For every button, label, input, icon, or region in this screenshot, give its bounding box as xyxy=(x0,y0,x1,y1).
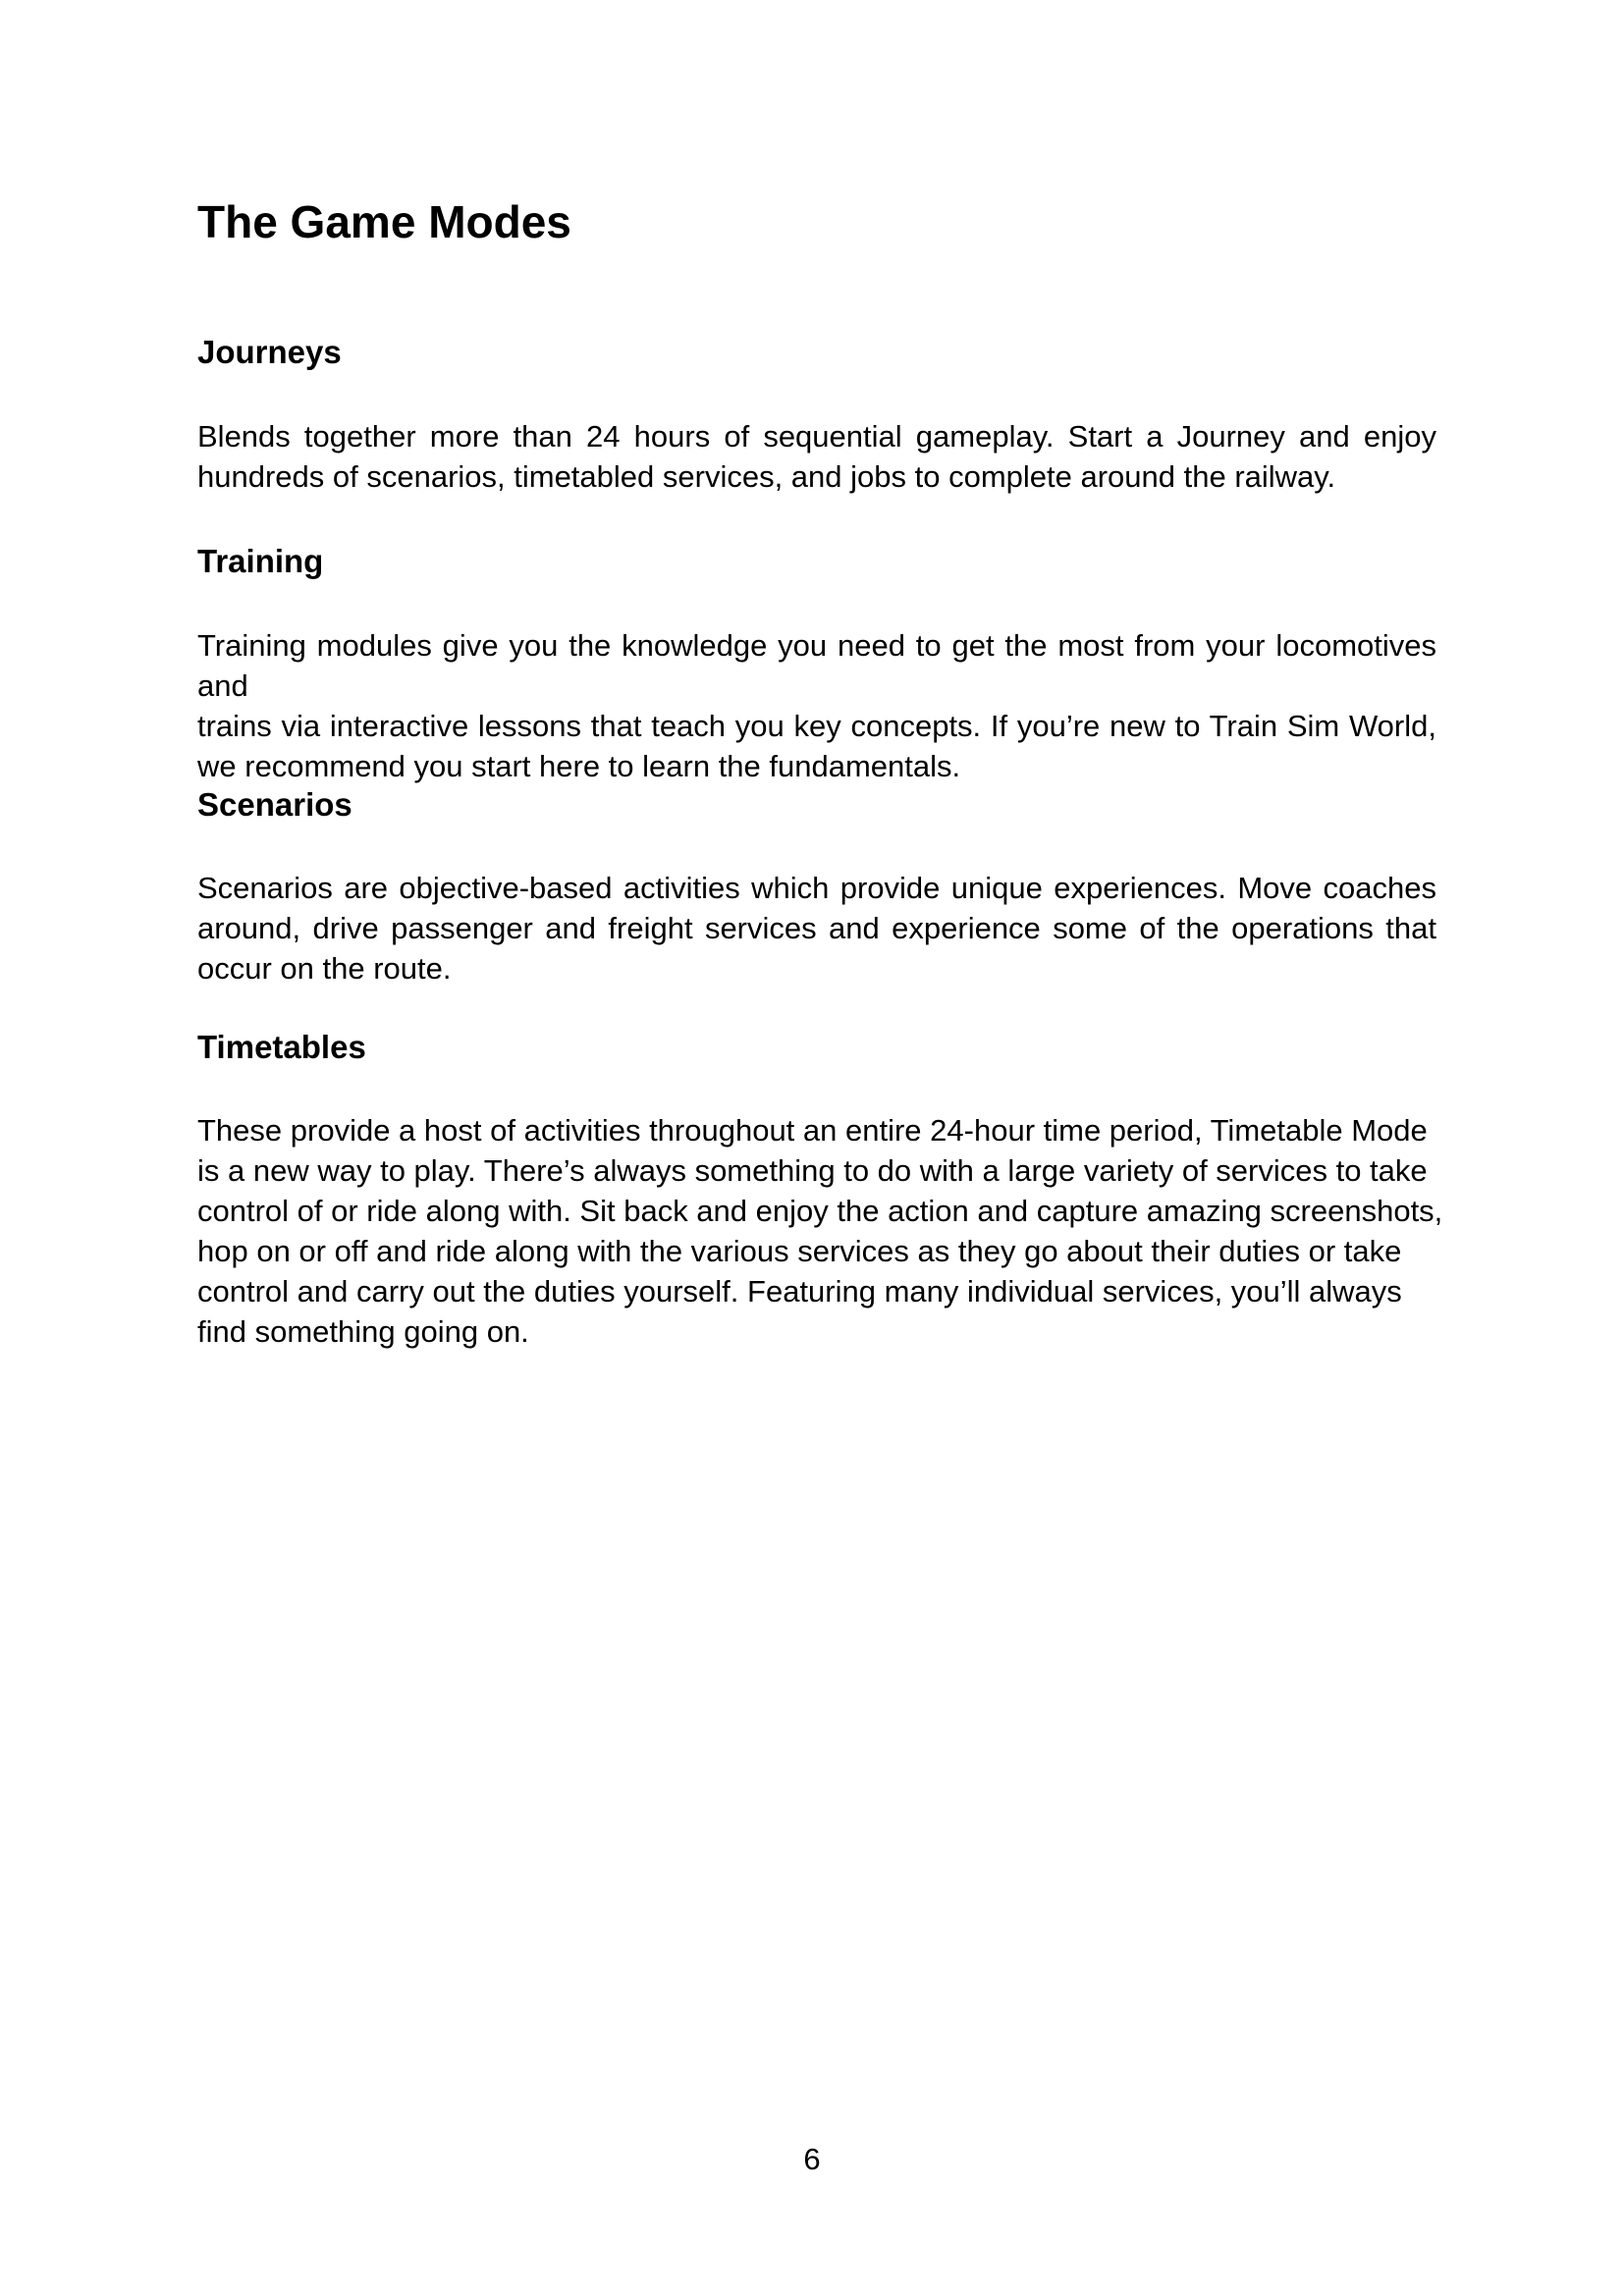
text-line: find something going on. xyxy=(197,1314,529,1349)
section-body-training xyxy=(197,625,1436,786)
text-line: These provide a host of activities throughout an entire 24-hour time period, Timetable Mode xyxy=(197,1113,1428,1148)
text-line: control and carry out the duties yourself. Featuring many individual services, you’ll always xyxy=(197,1274,1402,1308)
page-title: The Game Modes xyxy=(197,196,571,247)
text-line: hop on or off and ride along with the various services as they go about their duties or take xyxy=(197,1234,1402,1268)
text-line: is a new way to play. There’s always something to do with a large variety of services to take xyxy=(197,1153,1428,1188)
section-body-scenarios xyxy=(197,868,1436,988)
text-line: around, drive passenger and freight services and experience some of the operations that xyxy=(197,911,1436,945)
page-number: 6 xyxy=(803,2142,821,2176)
section-heading-training: Training xyxy=(197,543,324,579)
section-body-journeys xyxy=(197,416,1436,497)
section-heading-timetables: Timetables xyxy=(197,1029,366,1065)
section-body-timetables xyxy=(197,1110,1443,1352)
text-line: hundreds of scenarios, timetabled services, and jobs to complete around the railway. xyxy=(197,459,1336,494)
text-line: trains via interactive lessons that teach you key concepts. If you’re new to Train Sim World, xyxy=(197,709,1436,743)
text-line: occur on the route. xyxy=(197,951,452,986)
section-heading-journeys: Journeys xyxy=(197,334,342,370)
text-line: Scenarios are objective-based activities which provide unique experiences. Move coaches xyxy=(197,871,1436,905)
text-line: control of or ride along with. Sit back and enjoy the action and capture amazing screenshots, xyxy=(197,1194,1443,1228)
text-line: we recommend you start here to learn the fundamentals. xyxy=(197,749,961,783)
section-heading-scenarios: Scenarios xyxy=(197,786,352,823)
text-line: Blends together more than 24 hours of sequential gameplay. Start a Journey and enjoy xyxy=(197,419,1436,454)
text-line: Training modules give you the knowledge you need to get the most from your locomotives and xyxy=(197,628,1436,703)
